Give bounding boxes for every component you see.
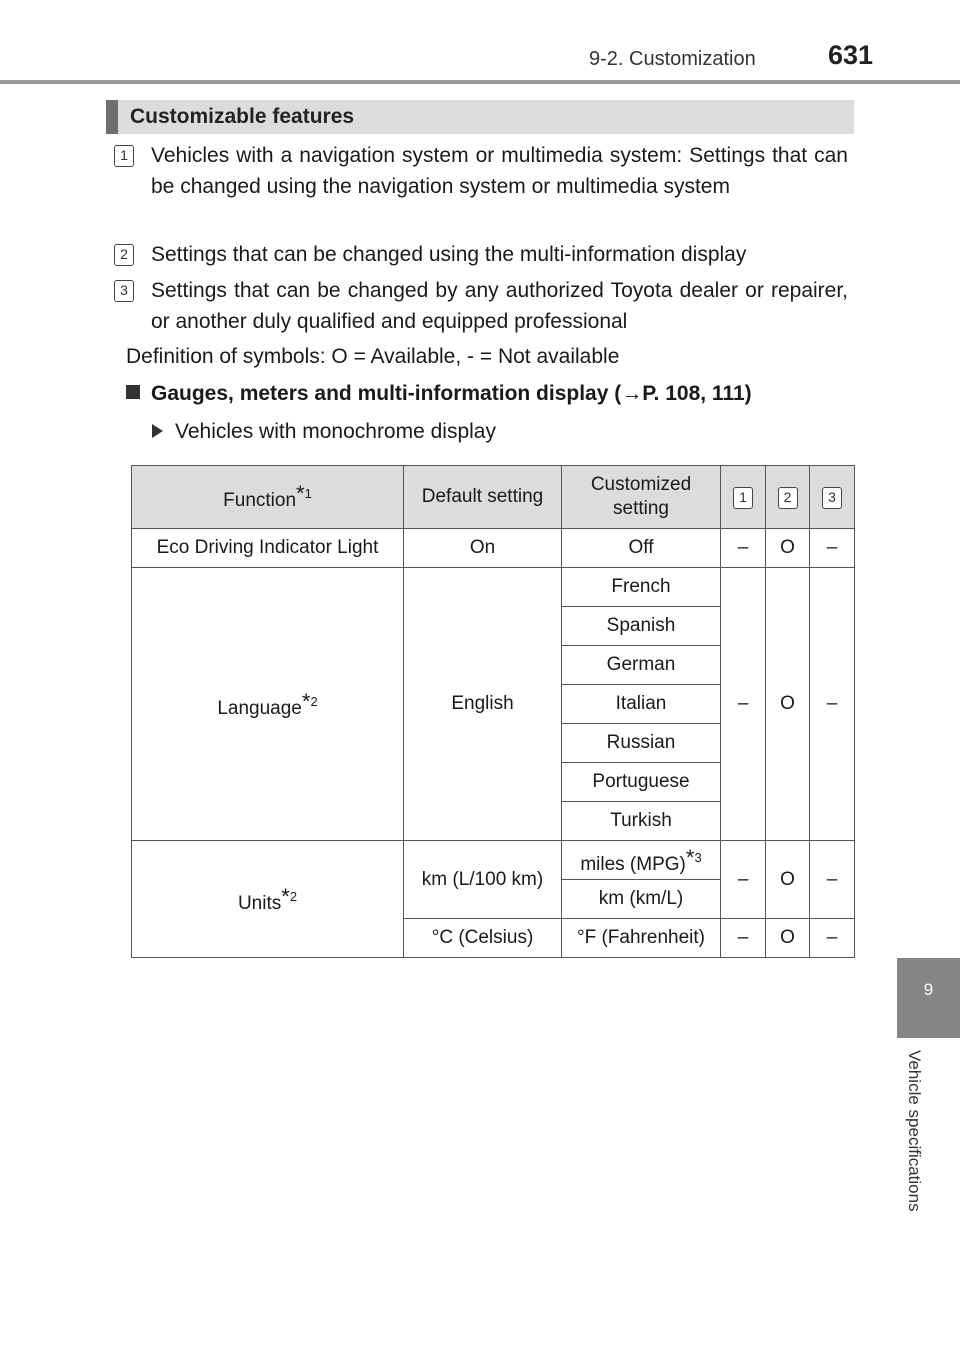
section-heading-bar <box>106 100 854 134</box>
language-option: Turkish <box>562 802 721 841</box>
table-row <box>132 841 855 880</box>
header-divider <box>0 80 960 84</box>
subheading <box>126 382 752 406</box>
language-option: Portuguese <box>562 763 721 802</box>
units-temperature-custom: °F (Fahrenheit) <box>562 919 721 958</box>
language-default: English <box>404 568 562 841</box>
page-header <box>0 0 960 84</box>
language-col-2: O <box>766 568 810 841</box>
chapter-tab <box>897 958 960 1038</box>
legend-item-3-text: Settings that can be changed by any authorized Toyota dealer or repairer, or another duly qualified and equipped professional <box>151 279 848 333</box>
units-distance-default: km (L/100 km) <box>404 841 562 919</box>
page-number: 631 <box>828 40 874 70</box>
language-col-1: – <box>721 568 766 841</box>
units-distance-col-1: – <box>721 841 766 919</box>
legend-item-1-text: Vehicles with a navigation system or multimedia system: Settings that can be changed using the navigation system or multimedia system <box>151 144 848 198</box>
header-customized-setting: Customized setting <box>562 466 721 529</box>
language-option: German <box>562 646 721 685</box>
header-col-3 <box>810 466 855 529</box>
language-option: Russian <box>562 724 721 763</box>
eco-col-1: – <box>721 529 766 568</box>
table-row <box>132 568 855 607</box>
table-row <box>132 529 855 568</box>
units-distance-option: miles (MPG)$^{*3}$ <box>562 841 721 880</box>
eco-function: Eco Driving Indicator Light <box>132 529 404 568</box>
header-default-setting: Default setting <box>404 466 562 529</box>
triangle-bullet-icon <box>152 424 163 438</box>
chapter-label: Vehicle specifications <box>905 1050 924 1212</box>
header-col-2 <box>766 466 810 529</box>
bullet-item <box>152 420 496 444</box>
header-col-3-badge: 3 <box>822 487 842 509</box>
legend-number-2-badge: 2 <box>114 244 134 266</box>
language-option: French <box>562 568 721 607</box>
header-col-1-badge: 1 <box>733 487 753 509</box>
language-option: Spanish <box>562 607 721 646</box>
square-bullet-icon <box>126 385 140 399</box>
legend-number-1-badge: 1 <box>114 145 134 167</box>
eco-default: On <box>404 529 562 568</box>
language-function: Language$^{*2}$ <box>132 568 404 841</box>
chapter-number: 9 <box>923 980 934 999</box>
legend-number-3-badge: 3 <box>114 280 134 302</box>
table-header-row <box>132 466 855 529</box>
section-heading-accent <box>106 100 118 134</box>
header-col-2-badge: 2 <box>778 487 798 509</box>
units-temperature-col-2: O <box>766 919 810 958</box>
settings-table <box>131 465 855 958</box>
units-function: Units$^{*2}$ <box>132 841 404 958</box>
eco-customized: Off <box>562 529 721 568</box>
units-distance-col-2: O <box>766 841 810 919</box>
bullet-text: Vehicles with monochrome display <box>175 420 496 443</box>
language-col-3: – <box>810 568 855 841</box>
header-section-title: 9-2. Customization <box>589 48 756 70</box>
eco-col-2: O <box>766 529 810 568</box>
header-col-1 <box>721 466 766 529</box>
legend-item-2-text: Settings that can be changed using the multi-information display <box>151 243 747 266</box>
eco-col-3: – <box>810 529 855 568</box>
units-temperature-col-1: – <box>721 919 766 958</box>
units-distance-option: km (km/L) <box>562 880 721 919</box>
section-heading: Customizable features <box>130 105 355 128</box>
header-function: Function$^{*1}$ <box>132 466 404 529</box>
symbol-definitions: Definition of symbols: O = Available, - = Not available <box>126 345 620 368</box>
language-option: Italian <box>562 685 721 724</box>
subheading-text: Gauges, meters and multi-information display (→P. 108, 111) <box>151 382 752 405</box>
units-distance-col-3: – <box>810 841 855 919</box>
units-temperature-col-3: – <box>810 919 855 958</box>
units-temperature-default: °C (Celsius) <box>404 919 562 958</box>
